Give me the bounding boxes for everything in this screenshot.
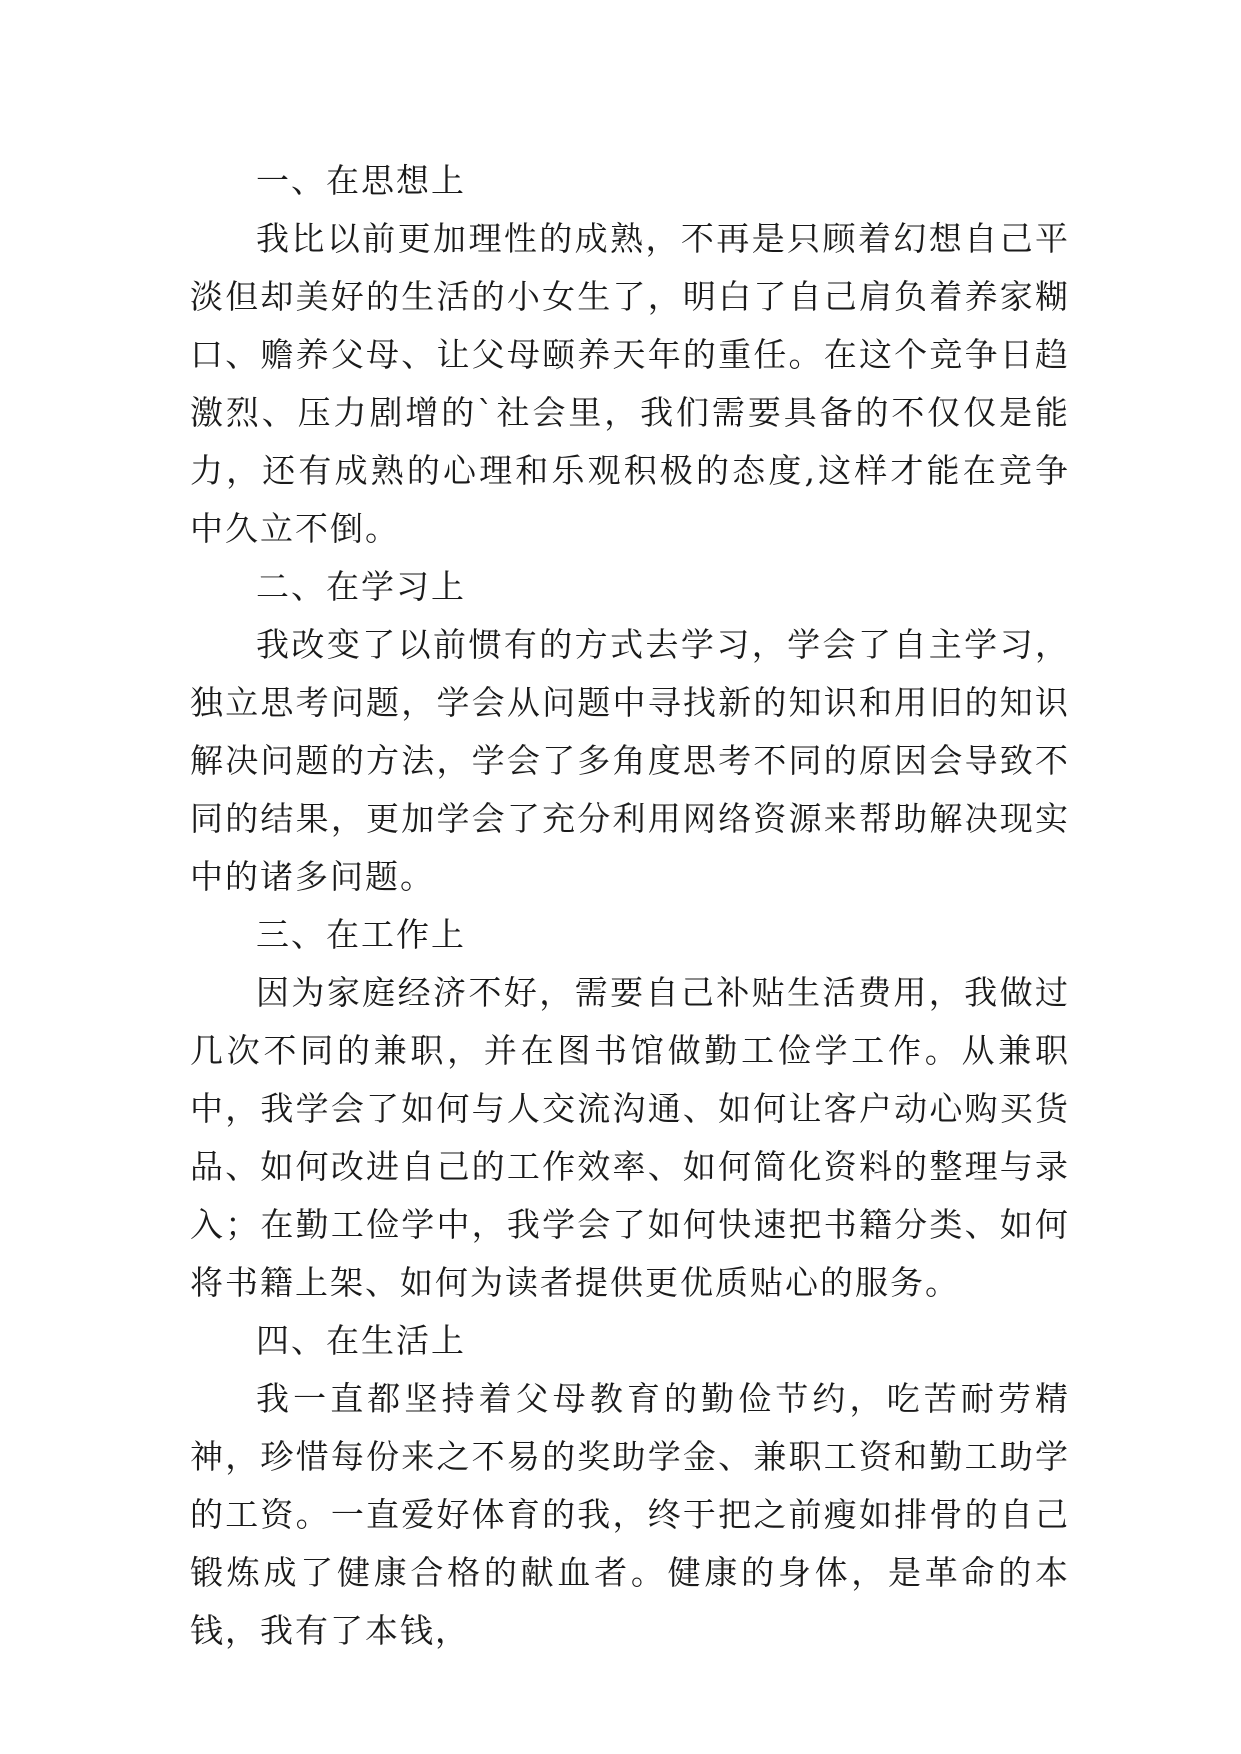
section-body-work: 因为家庭经济不好，需要自己补贴生活费用，我做过几次不同的兼职，并在图书馆做勤工俭学工作。从兼职中，我学会了如何与人交流沟通、如何让客户动心购买货品、如何改进自己的工作效率、如何简化资料的整理与录入；在勤工俭学中，我学会了如何快速把书籍分类、如何将书籍上架、如何为读者提供更优质贴心的服务。 [190,973,1070,1302]
section-heading-study: 二、在学习上 [256,567,466,606]
section-heading-life: 四、在生活上 [256,1321,466,1360]
section-heading-thought: 一、在思想上 [256,161,466,200]
section-body-life: 我一直都坚持着父母教育的勤俭节约，吃苦耐劳精神，珍惜每份来之不易的奖助学金、兼职工资和勤工助学的工资。一直爱好体育的我，终于把之前瘦如排骨的自己锻炼成了健康合格的献血者。健康的身体，是革命的本钱，我有了本钱， [190,1379,1070,1650]
section-heading-work: 三、在工作上 [256,915,466,954]
section-body-study: 我改变了以前惯有的方式去学习，学会了自主学习，独立思考问题，学会从问题中寻找新的知识和用旧的知识解决问题的方法，学会了多角度思考不同的原因会导致不同的结果，更加学会了充分利用网络资源来帮助解决现实中的诸多问题。 [190,625,1070,896]
document-body [190,152,1070,1660]
section-body-thought: 我比以前更加理性的成熟，不再是只顾着幻想自己平淡但却美好的生活的小女生了，明白了自己肩负着养家糊口、赡养父母、让父母颐养天年的重任。在这个竞争日趋激烈、压力剧增的`社会里，我们需要具备的不仅仅是能力，还有成熟的心理和乐观积极的态度,这样才能在竞争中久立不倒。 [190,219,1070,548]
